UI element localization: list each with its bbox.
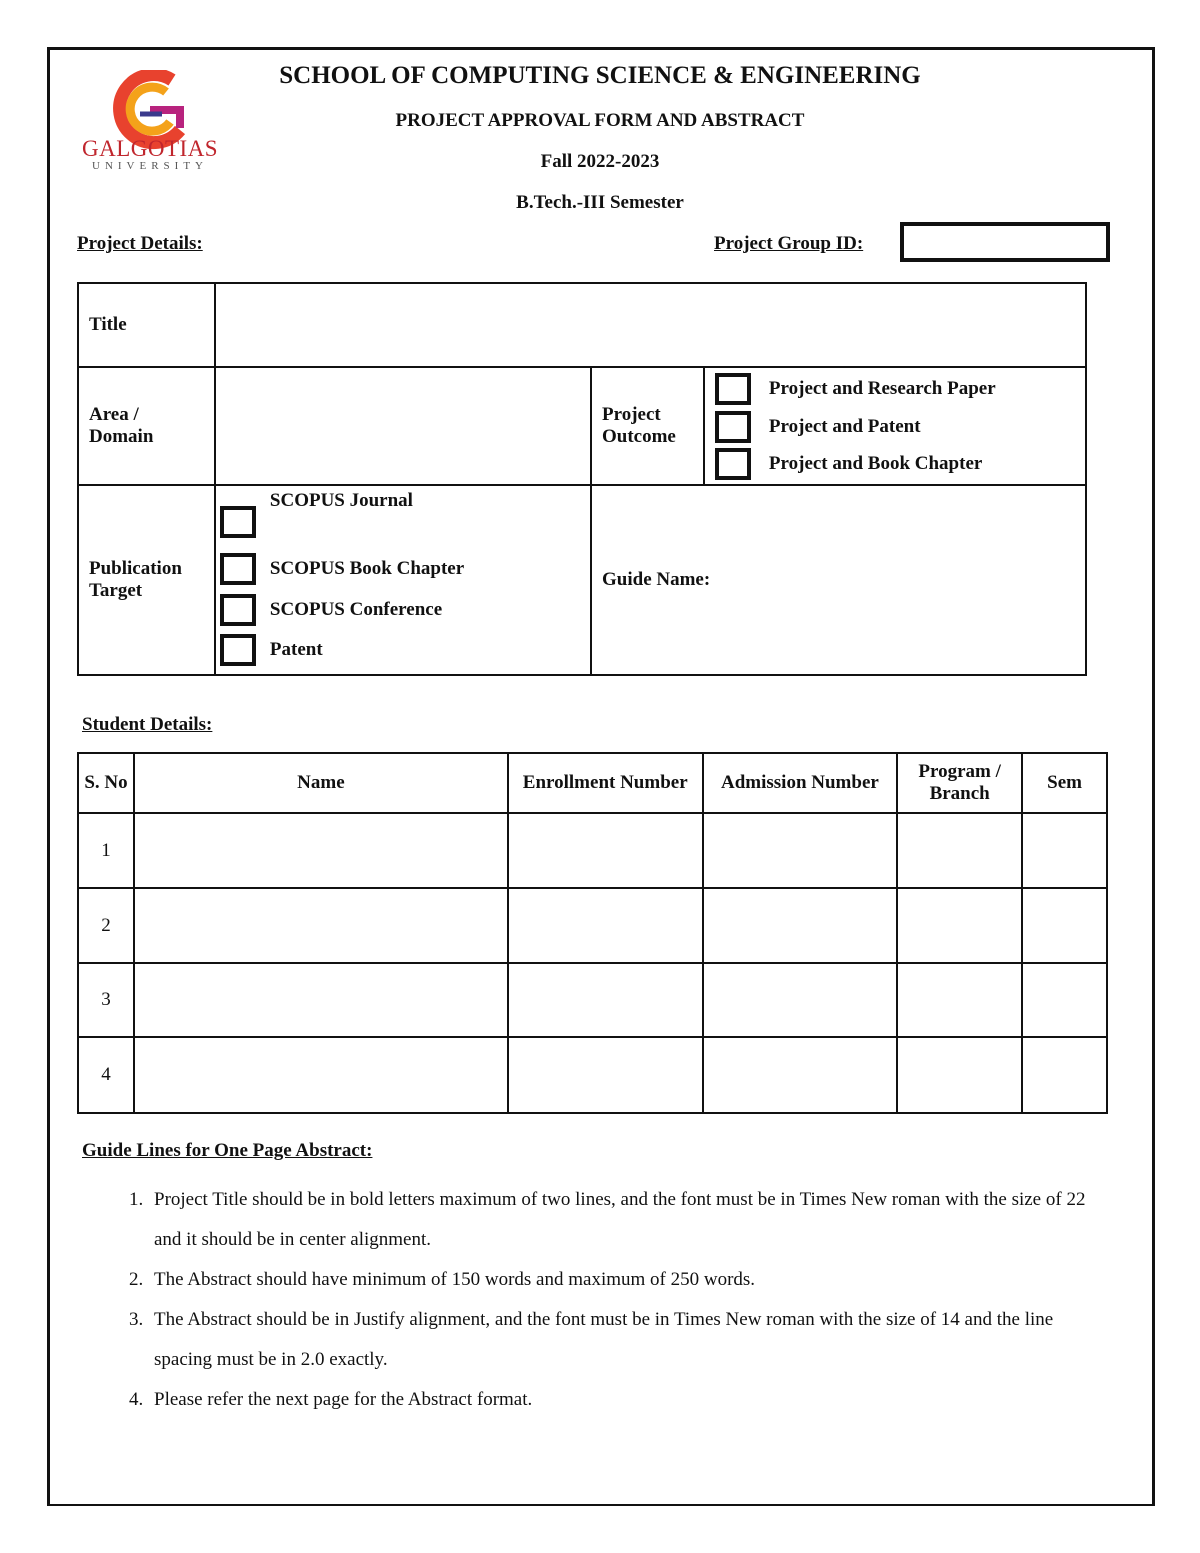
guide-name-label: Guide Name: — [602, 569, 711, 590]
guidelines-list — [110, 1180, 1090, 1420]
title-label: Title — [78, 283, 215, 367]
student-details-table — [77, 752, 1108, 1114]
admission-cell[interactable] — [703, 963, 898, 1037]
sem-cell[interactable] — [1022, 813, 1107, 888]
guidelines-heading: Guide Lines for One Page Abstract: — [82, 1140, 373, 1161]
row-number: 3 — [78, 963, 134, 1037]
enrollment-cell[interactable] — [508, 963, 703, 1037]
publication-option-patent: Patent — [269, 639, 323, 660]
student-details-heading: Student Details: — [82, 714, 213, 735]
guideline-item: 1. Project Title should be in bold letters maximum of two lines, and the font must be in Times New roman with the size of 22 and it should be in center alignment. — [148, 1180, 1090, 1260]
term: Fall 2022-2023 — [540, 151, 660, 172]
outcome-option-book-chapter: Project and Book Chapter — [768, 453, 983, 474]
logo-wordmark: GALGOTIAS — [82, 136, 219, 161]
admission-cell[interactable] — [703, 813, 898, 888]
name-cell[interactable] — [134, 888, 508, 963]
publication-option-scopus-conference: SCOPUS Conference — [269, 599, 443, 620]
col-header-sem: Sem — [1022, 753, 1107, 813]
enrollment-cell[interactable] — [508, 888, 703, 963]
school-name: SCHOOL OF COMPUTING SCIENCE & ENGINEERING — [279, 62, 921, 89]
area-label: Area / Domain — [78, 367, 215, 485]
project-group-id-field[interactable] — [900, 222, 1110, 262]
logo-subtext: UNIVERSITY — [92, 160, 208, 172]
col-header-admission: Admission Number — [703, 753, 898, 813]
col-header-enrollment: Enrollment Number — [508, 753, 703, 813]
col-header-program: Program / Branch — [897, 753, 1022, 813]
outcome-checkbox-research-paper[interactable] — [715, 373, 751, 405]
outcome-checkbox-patent[interactable] — [715, 411, 751, 443]
sem-cell[interactable] — [1022, 963, 1107, 1037]
semester: B.Tech.-III Semester — [516, 192, 684, 213]
publication-checkbox-scopus-book-chapter[interactable] — [220, 553, 256, 585]
name-cell[interactable] — [134, 813, 508, 888]
program-cell[interactable] — [897, 888, 1022, 963]
name-cell[interactable] — [134, 1037, 508, 1113]
sem-cell[interactable] — [1022, 888, 1107, 963]
publication-option-scopus-journal: SCOPUS Journal — [269, 490, 413, 511]
area-field[interactable] — [215, 367, 591, 485]
outcome-options — [704, 367, 1086, 485]
col-header-sno: S. No — [78, 753, 134, 813]
publication-option-scopus-book-chapter: SCOPUS Book Chapter — [269, 558, 465, 579]
row-number: 4 — [78, 1037, 134, 1113]
project-group-id-label: Project Group ID: — [714, 233, 864, 254]
outcome-option-research-paper: Project and Research Paper — [768, 378, 996, 399]
title-field[interactable] — [215, 283, 1086, 367]
guideline-item: 4. Please refer the next page for the Abstract format. — [148, 1380, 1090, 1420]
program-cell[interactable] — [897, 1037, 1022, 1113]
program-cell[interactable] — [897, 813, 1022, 888]
publication-options — [215, 485, 591, 675]
enrollment-cell[interactable] — [508, 1037, 703, 1113]
table-row — [78, 963, 1107, 1037]
enrollment-cell[interactable] — [508, 813, 703, 888]
admission-cell[interactable] — [703, 1037, 898, 1113]
table-row — [78, 813, 1107, 888]
publication-label: Publication Target — [78, 485, 215, 675]
project-details-table — [77, 282, 1087, 676]
outcome-option-patent: Project and Patent — [768, 416, 921, 437]
sem-cell[interactable] — [1022, 1037, 1107, 1113]
program-cell[interactable] — [897, 963, 1022, 1037]
guide-name-cell[interactable] — [591, 485, 1086, 675]
admission-cell[interactable] — [703, 888, 898, 963]
table-row — [78, 1037, 1107, 1113]
outcome-checkbox-book-chapter[interactable] — [715, 448, 751, 480]
outcome-label: Project Outcome — [591, 367, 704, 485]
project-details-heading: Project Details: — [77, 233, 203, 254]
row-number: 1 — [78, 813, 134, 888]
guideline-item: 3. The Abstract should be in Justify alignment, and the font must be in Times New roman with the size of 14 and the line spacing must be in 2.0 exactly. — [148, 1300, 1090, 1380]
publication-checkbox-scopus-journal[interactable] — [220, 506, 256, 538]
publication-checkbox-scopus-conference[interactable] — [220, 594, 256, 626]
form-title: PROJECT APPROVAL FORM AND ABSTRACT — [395, 110, 805, 131]
name-cell[interactable] — [134, 963, 508, 1037]
guideline-item: 2. The Abstract should have minimum of 150 words and maximum of 250 words. — [148, 1260, 1090, 1300]
table-row — [78, 888, 1107, 963]
col-header-name: Name — [134, 753, 508, 813]
row-number: 2 — [78, 888, 134, 963]
publication-checkbox-patent[interactable] — [220, 634, 256, 666]
